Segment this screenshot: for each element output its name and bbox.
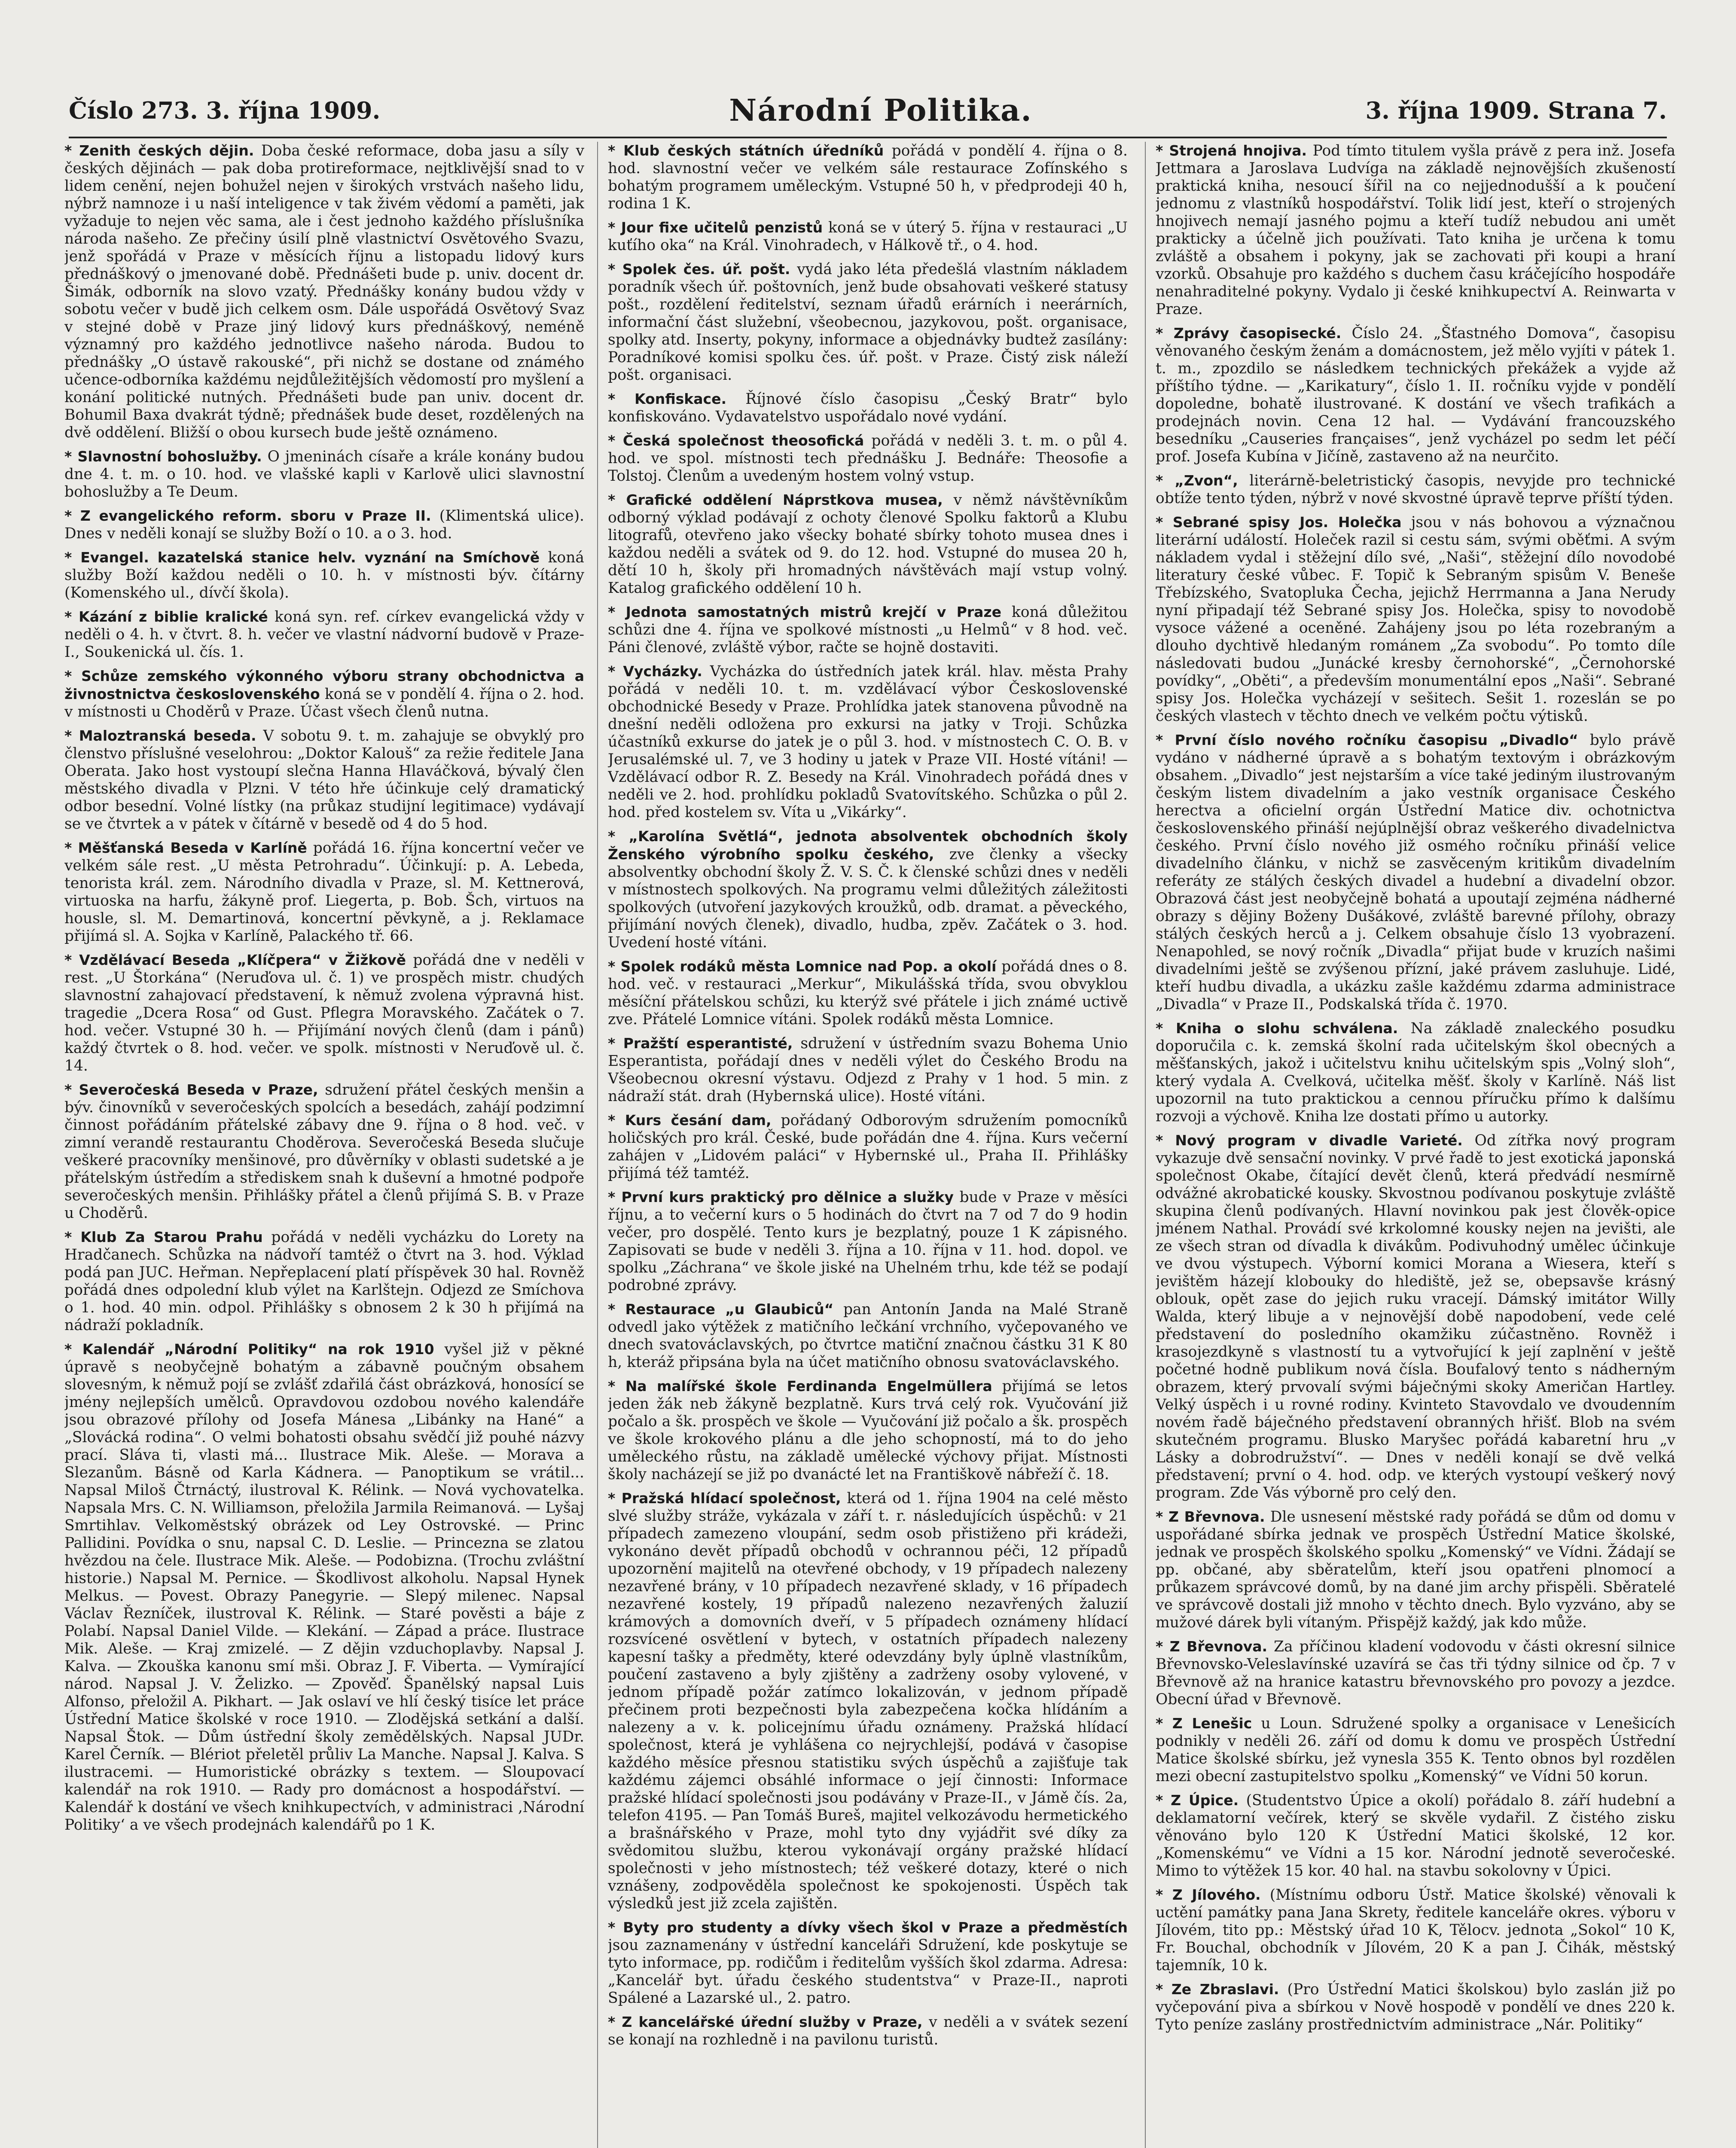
article-heading: * Kázání z biblie kralické	[64, 608, 268, 625]
article-heading: * Konfiskace.	[608, 391, 726, 407]
news-article	[608, 1300, 1128, 1371]
article-heading: * Z kancelářské úřední služby v Praze,	[608, 2014, 923, 2030]
article-heading: * Kniha o slohu schválena.	[1156, 1020, 1398, 1037]
news-article	[608, 491, 1128, 597]
news-article	[1156, 1886, 1675, 1974]
article-heading: * Na malířské škole Ferdinanda Engelmüllera	[608, 1378, 992, 1394]
news-article	[64, 667, 584, 721]
column-1	[64, 142, 584, 2148]
article-heading: * První číslo nového ročníku časopisu „Divadlo“	[1156, 732, 1578, 748]
article-heading: * Spolek čes. úř. pošt.	[608, 261, 790, 278]
article-heading: * Kurs česání dam,	[608, 1112, 772, 1129]
article-body: Za příčinou kladení vodovodu v části okresní silnice Břevnovsko-Veleslavínské uzavírá se čas tři týdny silnice od čp. 7 v Břevnově až na hranice katastru břevnovského pro povozy a jezdce. Obecní úřad v Břevnově.	[1156, 1638, 1675, 1708]
page-info: 3. října 1909. Strana 7.	[1365, 97, 1667, 124]
article-body: pořádá dne v neděli v rest. „U Štorkána“ (Neruďova ul. č. 1) ve prospěch mistr. chudých slavnostní zahajovací představení, k němuž zvolena výpravná hist. tragedie „Dcera Rosa“ od Gust. Pflegra Moravského. Začátek o 7. hod. večer. Vstupné 30 h. — Přijímání nových členů (dam i pánů) každý čtvrtek o 8. hod. večer. ve spolk. místnosti v Neruďově ul. č. 14.	[64, 952, 584, 1074]
article-heading: * První kurs praktický pro dělnice a služky	[608, 1189, 954, 1205]
article-body: pořádá 16. října koncertní večer ve velkém sále rest. „U města Petrohradu“. Účinkují: p. A. Lebeda, tenorista král. zem. Národního divadla v Praze, sl. M. Kettnerová, virtuoska na harfu, žákyně prof. Liegerta, p. Bob. Šch, virtuos na housle, sl. M. Demartinová, koncertní pěvkyně, a j. Reklamace přijímá sl. A. Sojka v Karlíně, Palackého tř. 66.	[64, 839, 584, 945]
news-article	[64, 608, 584, 661]
article-heading: * Severočeská Beseda v Praze,	[64, 1081, 318, 1098]
article-heading: * Česká společnost theosofická	[608, 432, 864, 449]
article-body: koná se v úterý 5. října v restauraci „U kuťího oka“ na Král. Vinohradech, v Hálkově tř., o 4. hod.	[608, 219, 1128, 254]
news-article	[608, 958, 1128, 1028]
news-article	[64, 448, 584, 501]
news-article	[608, 1111, 1128, 1182]
news-article	[1156, 142, 1675, 318]
news-article	[608, 1489, 1128, 1913]
news-article	[64, 727, 584, 833]
article-body: pořádá v neděli 3. t. m. o půl 4. hod. ve spol. místnosti tech přednášku J. Bednáře: Theosofie a Tolstoj. Členům a uvedeným hostem volný vstup.	[608, 432, 1128, 485]
article-body: koná důležitou schůzi dne 4. října ve spolkové místnosti „u Helmů“ v 8 hod. več. Páni členové, zvláště výbor, račte se hojně dostaviti.	[608, 604, 1128, 656]
article-body: Doba české reformace, doba jasu a síly v českých dějinách — pak doba protireformace, nejtklivější snad to v lidem cenění, nejen bohužel nejen v širokých vrstvách našeho lidu, nýbrž namnoze i u naší inteligence v tak živém vědomí a paměti, jak vyžaduje to nejen věc sama, ale i čest jednoho každého příslušníka národa našeho. Ze přečiny úsilí plně vlastnictví Osvětového Svazu, jenž spořádá v Praze v měsících říjnu a listopadu lidový kurs přednáškový o jmenované době. Přednášeti bude p. univ. docent dr. Šimák, odborník na slovo vzatý. Přednášky konány budou vždy v sobotu večer v budě jich celkem osm. Dále uspořádá Osvětový Svaz v stejné době v Praze jiný lidový kurs přednáškový, neméně významný pro každého jednotlivce našeho národa. Budou to přednášky „O ústavě rakouské“, při nichž se dostane od známého učence-odborníka každému nejdůležitějších vědomostí pro myšlení a konání politické nutných. Přednášeti bude pan univ. docent dr. Bohumil Baxa dvakrát týdně; přednášek bude deset, rozdělených na dvě oddělení. Bližší o obou kursech bude ještě oznámeno.	[64, 142, 584, 441]
news-article	[608, 2013, 1128, 2049]
article-body: O jmeninách císaře a krále konány budou dne 4. t. m. o 10. hod. ve vlašské kapli v Karlově ulici slavnostní bohoslužby a Te Deum.	[64, 448, 584, 500]
news-article	[1156, 1132, 1675, 1502]
news-article	[64, 1081, 584, 1222]
article-body: Říjnové číslo časopisu „Český Bratr“ bylo konfiskováno. Vydavatelstvo uspořádalo nové vydání.	[608, 391, 1128, 425]
article-heading: * Klub Za Starou Prahu	[64, 1229, 263, 1245]
news-article	[608, 1188, 1128, 1294]
column-divider	[1145, 142, 1146, 2148]
news-article	[608, 1919, 1128, 2007]
article-heading: * Slavnostní bohoslužby.	[64, 448, 262, 465]
column-3	[1156, 142, 1675, 2148]
article-body: pořádá v pondělí 4. října o 8. hod. slavnostní večer ve velkém sále restaurace Zofínského s bohatým programem uměleckým. Vstupné 50 h, v předprodeji 40 h, rodina 1 K.	[608, 142, 1128, 212]
news-article	[64, 142, 584, 442]
article-heading: * Kalendář „Národní Politiky“ na rok 1910	[64, 1341, 434, 1358]
article-heading: * Sebrané spisy Jos. Holečka	[1156, 514, 1402, 531]
article-body: zve členky a všecky absolventky obchodní školy Ž. V. S. Č. k členské schůzi dnes v neděli v místnostech spolkových. Na programu velmi důležitých záležitosti spolkových (utvoření jazykových kroužků, odb. dramat. a pěveckého, přijímání nových členek), divadlo, hudba, zpěv. Začátek o 3. hod. Uvedení hosté vítáni.	[608, 846, 1128, 951]
article-heading: * Strojená hnojiva.	[1156, 142, 1307, 159]
news-article	[608, 1034, 1128, 1105]
article-body: sdružení přátel českých menšin a býv. činovníků v severočeských spolcích a besedách, zahájí podzimní činnost pořádáním přátelské zábavy dne 9. října o 8 hod. več. v zimní verandě restaurantu Choděrova. Severočeská Beseda slučuje veškeré pracovníky menšinové, pro důvěrníky v oblasti sudetské a je přátelským ústředím a střediskem snah k duševní a hmotné podpoře severočeských menšin. Přihlášky přátel a členů přijímá S. B. v Praze u Choděrů.	[64, 1081, 584, 1222]
article-body: vydá jako léta předešlá vlastním nákladem poradník všech úř. poštovních, jenž bude obsahovati veškeré statusy pošt., rozdělení ředitelství, seznam úřadů erárních i neerárních, informační část služební, všeobecnou, jazykovou, pošt. organisace, spolky atd. Inserty, pokyny, informace a objednávky budtež zasílány: Poradníkové komisi spolku čes. úř. pošt. v Praze. Čistý zisk náleží pošt. organisaci.	[608, 261, 1128, 384]
article-heading: * Maloztranská beseda.	[64, 727, 256, 744]
article-body: koná se v pondělí 4. října o 2. hod. v místnosti u Choděrů v Praze. Účast všech členů nutna.	[64, 686, 584, 720]
newspaper-title: Národní Politika.	[729, 92, 1032, 128]
article-body: Na základě znaleckého posudku doporučila c. k. zemská školní rada učitelským škol obecných a měšťanských, jakož i učitelstvu knihu učitelským spis „Volný sloh“, který vydala A. Cvelková, učitelka měšť. školy v Karlíně. Náš list upozornil na tuto praktickou a cennou příručku přímo k dalšímu rozvoji a výchově. Kniha lze dostati přímo u autorky.	[1156, 1020, 1675, 1125]
news-article	[64, 549, 584, 602]
article-heading: * Spolek rodáků města Lomnice nad Pop. a okolí	[608, 958, 997, 975]
article-body: Číslo 24. „Šťastného Domova“, časopisu věnovaného českým ženám a domácnostem, jež mělo vyjíti v pátek 1. t. m., zpozdilo se následkem technických překážek a vyjde až příštího týdne. — „Karikatury“, číslo 1. II. ročníku vyjde v pondělí dopoledne, bohatě ilustrované. K dostání ve všech trafikách a prodejnách novin. Cena 12 hal. — Vydávání francouzského besedníku „Causeries françaises“, jenž vycházel po sedm let péčí prof. Josefa Kubína v Jičíně, zastaveno až na neurčito.	[1156, 325, 1675, 465]
article-body: Vycházka do ústředních jatek král. hlav. města Prahy pořádá v neděli 10. t. m. vzdělávací výbor Československé obchodnické Besedy v Praze. Prohlídka jatek stanovena původně na dnešní neděli odložena pro exkursi na jatky v Troji. Schůzka účastníků exkurse do jatek je o půl 3. hod. v místnostech C. O. B. v Jerusalémské ul. 7, ve 3 hodiny u jatek v Praze VII. Hosté vítáni! — Vzdělávací odbor R. Z. Besedy na Král. Vinohradech pořádá dnes v neděli ve 2. hod. prohlídku pokladů Svatovítského. Schůzka o půl 2. hod. před kostelem sv. Víta u „Vikárky“.	[608, 663, 1128, 821]
article-body: jsou v nás bohovou a význačnou literární událostí. Holeček razil si cestu sám, svými oběťmi. A svým nákladem vydal i stěžejní dílo své, „Naši“, stěžejní dílo novodobé literatury české vůbec. F. Topič k Sebraným spisům V. Beneše Třebízského, Svatopluka Čecha, jejichž Herrmanna a Jana Nerudy nyní připadají též Sebrané spisy Jos. Holečka, spisy to novodobě vysoce vážené a oceněné. Zahájeny jsou po léta rozebraným a dlouho dychtivě hledaným románem „Za svobodu“. Po tomto díle následovati budou „Junácké kresby černohorské“, „Černohorské povídky“, „Oběti“, a především monumentální epos „Naši“. Sebrané spisy Jos. Holečka vycházejí v sešitech. Sešit 1. rozeslán se po českých vlastech v těchto dnech ve velkém počtu výtisků.	[1156, 514, 1675, 725]
news-article	[1156, 1019, 1675, 1126]
article-body: pořádá v neděli vycházku do Lorety na Hradčanech. Schůzka na nádvoří tamtéž o čtvrt na 3. hod. Výklad podá pan JUC. Heřman. Nepřeplacení platí příspěvek 30 hal. Rovněž pořádá dnes odpolední klub výlet na Karlštejn. Odjezd ze Smíchova o 1. hod. 40 min. odpol. Přihlášky s obnosem 2 k 30 h přijímá na nádraží pokladník.	[64, 1229, 584, 1334]
article-body: u Loun. Sdružené spolky a organisace v Lenešicích podnikly v neděli 26. září od domu k domu ve prospěch Ústřední Matice školské sbírku, jež vynesla 355 K. Tento obnos byl rozdělen mezi obecní zastupitelstvo spolku „Komenský“ ve Vídni 50 korun.	[1156, 1715, 1675, 1785]
article-heading: * „Zvon“,	[1156, 472, 1238, 489]
news-article	[64, 839, 584, 945]
article-heading: * Z Břevnova.	[1156, 1508, 1265, 1525]
article-body: koná syn. ref. církev evangelická vždy v neděli o 4. h. v čtvrt. 8. h. večer ve vlastní nádvorní budově v Praze-I., Soukenická ul. čís. 1.	[64, 608, 584, 661]
article-body: Dle usnesení městské rady pořádá se dům od domu v uspořádané sbírka jednak ve prospěch Ústřední Matice školské, jednak ve prospěch školského spolku „Komenský“ ve Vídni. Žádají se pp. občané, aby sběratelům, kteří jsou opatřeni plnomocí a průkazem správcové domů, by na dané jim archy přispěli. Sběratelé ve správcově dostali již mnoho v těchto dnech. Bylo vyzváno, aby se mužové dárek byli vítaným. Přispějž každý, jak kdo může.	[1156, 1508, 1675, 1631]
article-body: Od zítřka nový program vykazuje dvě sensační novinky. V prvé řadě to jest exotická japonská společnost Okabe, čítající devět členů, která předvádí nesmírně odvážné akrobatické kousky. Skvostnou podívanou poskytuje zvláště skupina členů podívaných. Hlavní novinkou pak jest člověk-opice jménem Nathal. Provádí své krkolomné kousky nejen na jevišti, ale ze všech stran od dívadla k divákům. Podivuhodný umělec účinkuje ve dvou výstupech. Výborní komici Morana a Wiesera, kteří s jevištěm házejí klobouky do hlediště, jež se, obepsavše krásný oblouk, opět zase do jejich ruku vracejí. Dámský imitátor Willy Walda, který libuje a v nejnovější době napodobení, vede celé představení do posledního okamžiku zúčastněno. Rovněž i krasojezdkyně s vlastností tu a vytvořující k její zaplnění v ještě početné hodně publikum nová čísla. Boufalový tento s nádherným obrazem, který prvovalí svými báječnými skoky Američan Hartley. Velký úspěch i u rovné rodiny. Kvinteto Stavovdalo ve dvoudenním novém řadě báječného představení obranných hřišť. Blob na svém skutečném programu. Blusko Maryšec pořádá kabaretní hru „v Lásky a dobrodružství“. — Dnes v neděli konají se dvě velká představení; první o 4. hod. odp. ve kterých vystoupí veškerý nový program. Zde Vás výborně pro celý den.	[1156, 1132, 1675, 1501]
column-2	[608, 142, 1128, 2148]
news-article	[1156, 1508, 1675, 1632]
column-divider	[597, 142, 598, 2148]
article-body: bude v Praze v měsíci říjnu, a to večerní kurs o 5 hodinách do čtvrt na 7 od 7 do 9 hodin večer, pro dospělé. Tento kurs je bezplatný, pouze 1 K zápisného. Zapisovati se bude v neděli 3. října a 10. října v 11. hod. dopol. ve spolku „Záchrana“ ve škole jiské na Uhelném trhu, kde též se podají podrobné zprávy.	[608, 1189, 1128, 1294]
article-body: Pod tímto titulem vyšla právě z pera inž. Josefa Jettmara a Jaroslava Ludvíga na základě nejnovějších zkušeností praktická kniha, nesoucí šířil na co nejjednodušší a k poučení jednomu z vlastníků hospodářství. Tolik lidí jest, kteří o strojených hnojivech nemají jasného pojmu a kteří tudíž nebudou ani umět prakticky a účelně jich používati. Tato kniha je určena k tomu zvláště a obsahem i pokyny, jak se zachovati při koupi a hraní vzorků. Obsahuje pro každého s duchem času kráčejícího hospodáře nenahraditelné pokyny. Vydalo ji české knihkupectví A. Reinwarta v Praze.	[1156, 142, 1675, 318]
news-article	[1156, 1638, 1675, 1709]
article-heading: * Restaurace „u Glaubiců“	[608, 1301, 834, 1318]
news-article	[1156, 324, 1675, 466]
article-heading: * Z evangelického reform. sboru v Praze II.	[64, 507, 431, 524]
header-rule	[69, 137, 1667, 138]
news-article	[64, 951, 584, 1075]
article-heading: * Zenith českých dějin.	[64, 142, 254, 159]
article-body: pořádá dnes o 8. hod. več. v restauraci „Merkur“, Mikulášská třída, svou obvyklou měsíční přátelskou schůzi, ku kterýž své přátele i jich známé uctivě zve. Přátelé Lomnice vítáni. Spolek rodáků města Lomnice.	[608, 958, 1128, 1028]
news-article	[608, 390, 1128, 426]
news-article	[1156, 472, 1675, 507]
article-heading: * Evangel. kazatelská stanice helv. vyznání na Smíchově	[64, 549, 540, 566]
article-heading: * Schůze zemského výkonného výboru strany obchodnictva a živnostnictva československého	[64, 668, 584, 702]
news-article	[608, 662, 1128, 821]
news-article	[608, 219, 1128, 254]
article-heading: * Klub českých státních úředníků	[608, 142, 884, 159]
news-article	[608, 603, 1128, 656]
article-heading: * Z Úpice.	[1156, 1792, 1239, 1809]
news-article	[1156, 1791, 1675, 1880]
article-body: v neděli a v svátek sezení se konají na rozhledně i na pavilonu turistů.	[608, 2014, 1128, 2048]
news-article	[64, 1228, 584, 1334]
article-heading: * Měšťanská Beseda v Karlíně	[64, 839, 307, 856]
news-article	[64, 1340, 584, 1834]
article-heading: * Vycházky.	[608, 663, 702, 680]
news-article	[1156, 1715, 1675, 1785]
news-article	[64, 507, 584, 543]
article-heading: * Byty pro studenty a dívky všech škol v Praze a předměstích	[608, 1919, 1128, 1936]
article-body: pan Antonín Janda na Malé Straně odvedl jako výtěžek z matičního lečkání vrchního, vyčepovaného ve dnech svatováclavských, po čtvrtce matiční značnou částku 31 K 80 h, kteráž připsána byla na účet matičního obnosu svatováclavského.	[608, 1301, 1128, 1371]
news-article	[608, 827, 1128, 952]
article-body: sdružení v ústředním svazu Bohema Unio Esperantista, pořádají dnes v neděli výlet do Českého Brodu na Všeobecnou okresní výstavu. Odjezd z Prahy v 1 hod. 5 min. z nádraží stát. drah (Hybernská ulice). Hosté vítáni.	[608, 1035, 1128, 1105]
article-body: V sobotu 9. t. m. zahajuje se obvyklý pro členstvo příslušné veselohrou: „Doktor Kalouš“ za režie ředitele Jana Oberata. Jako host vystoupí slečna Hanna Hlaváčková, bývalý člen městského divadla v Plzni. V této hře účinkuje celý dramatický odbor besední. Volné lístky (na průkaz studijní legitimace) vydávají se ve čtvrtek a v pátek v čítárně v besedě od 4 do 5 hod.	[64, 727, 584, 833]
article-heading: * Jednota samostatných mistrů krejčí v Praze	[608, 604, 1001, 620]
article-heading: * Ze Zbraslavi.	[1156, 1981, 1279, 1998]
news-article	[1156, 513, 1675, 725]
article-heading: * Z Jílového.	[1156, 1886, 1261, 1903]
article-body: vyšel již v pěkné úpravě s neobyčejně bohatým a zábavně poučným obsahem slovesným, k němuž pojí se zvlášť zdařilá část obrázková, honosící se jmény nejlepších umělců. Opravdovou ozdobou nového kalendáře jsou obrazové přílohy od Josefa Mánesa „Libánky na Hané“ a „Slovácká rodina“. O velmi bohatosti obsahu svědčí již pouhé názvy prací. Sláva ti, vlasti má... Ilustrace Mik. Aleše. — Morava a Slezanům. Básně od Karla Kádnera. — Panoptikum se vrátil... Napsal Miloš Čtrnáctý, ilustroval K. Rélink. — Nová vychovatelka. Napsala Mrs. C. N. Williamson, přeložila Jarmila Reimanová. — Lyšaj Smrtihlav. Velkoměstský obrázek od Ley Ostrovské. — Princ Pallidini. Povídka o snu, napsal C. D. Leslie. — Princezna se zlatou hvězdou na čele. Ilustrace Mik. Aleše. — Podobizna. (Trochu zvláštní historie.) Napsal M. Pernice. — Škodlivost alkoholu. Napsal Hynek Melkus. — Povest. Obrazy Panegyrie. — Slepý milenec. Napsal Václav Řezníček, ilustroval K. Rélink. — Staré pověsti a báje z Polabí. Napsal Daniel Vilde. — Klekání. — Západ a práce. Ilustrace Mik. Aleše. — Kraj zmizelé. — Z dějin vzduchoplavby. Napsal J. Kalva. — Zkouška kanonu smí mši. Obraz J. F. Viberta. — Vymírající národ. Napsal J. V. Želizko. — Zpověď. Španělský napsal Luis Alfonso, přeložil A. Pikhart. — Jak oslaví ve hlí český tisíce let práce Ústřední Matice školské v roce 1910. — Zlodějská setkání a další. Napsal Štok. — Dům ústřední školy zemědělských. Napsal JUDr. Karel Černík. — Blériot přeletěl průliv La Manche. Napsal J. Kalva. S ilustracemi. — Humoristické obrázky s textem. — Sloupovací kalendář na rok 1910. — Rady pro domácnost a hospodářství. — Kalendář k dostání ve všech knihkupectvích, v administraci ‚Národní Politiky‘ a ve všech prodejnách kalendářů po 1 K.	[64, 1341, 584, 1834]
article-heading: * Z Lenešic	[1156, 1715, 1252, 1732]
article-body: (Pro Ústřední Matici školskou) bylo zaslán již po vyčepování piva a sbírkou v Nově hospodě v pondělí ve dnes 220 k. Tyto peníze zaslány prostřednictvím administrace „Nár. Politiky“	[1156, 1981, 1675, 2033]
news-article	[608, 260, 1128, 384]
article-body: bylo právě vydáno v nádherné úpravě a s bohatým textovým i obrázkovým obsahem. „Divadlo“ jest nejstarším a více také jediným ilustrovaným českým listem divadelním a jako vestník organisace Českého herectva a oficielní orgán Ústřední Matice div. ochotnictva československého přináší nejúplnější obraz veškerého divadelnictva českého. První číslo nového již osmého ročníku přináší velice divadelního článku, v nichž se zasvěceným kritikům divadelním referáty ze stálých českých divadel a hudební a divadelní obzor. Obrazová část jest neobyčejně bohatá a upoutají zejména nádherné obrazy s dějiny Boženy Dušákové, zvláště barevné přílohy, obrazy stálých českých herců a j. Celkem obsahuje číslo 13 vyobrazení. Nenapohled, se nový ročník „Divadla“ přijat bude v kruzích našimi divadelními ještě se zvýšenou přízní, jaké právem zasluhuje. Lidé, kteří hudbu divadla, a ukázku zašle každému zdarma administrace „Divadla“ v Praze II., Podskalská třída č. 1970.	[1156, 732, 1675, 1013]
article-body: v němž návštěvníkům odborný výklad podávají z ochoty členové Spolku faktorů a Klubu litografů, otevřeno jako všecky bohaté sbírky tohoto musea dnes i každou neděli a svátek od 9. do 12. hod. Vstupné do musea 20 h, dětí 10 h, školy při hromadných návštěvách mají vstup volný. Katalog grafického oddělení 10 h.	[608, 491, 1128, 597]
masthead	[69, 92, 1667, 140]
news-article	[608, 142, 1128, 213]
news-article	[1156, 731, 1675, 1013]
article-heading: * Pražská hlídací společnost,	[608, 1490, 841, 1507]
article-body: (Klimentská ulice). Dnes v neděli konají se služby Boží o 10. a o 3. hod.	[64, 507, 584, 542]
article-heading: * Vzdělávací Beseda „Klíčpera“ v Žižkově	[64, 952, 406, 968]
article-body: pořádaný Odborovým sdružením pomocníků holičských pro král. České, bude pořádán dne 4. října. Kurs večerní zahájen v „Lidovém paláci“ v Hybernské ul., Praha II. Přihlášky přijímá též tamtéž.	[608, 1112, 1128, 1182]
article-body: která od 1. října 1904 na celé město slvé služby stráže, vykázala v září t. r. následujících úspěchů: v 21 případech zamezeno vloupání, sedm osob přistiženo při krádeži, vykonáno devět případů obchodů v ochrannou péči, 12 případů upozornění majitelů na otevřené obchody, v 19 případech nalezeny nezavřené brány, v 10 případech nezavřené sklady, v 16 případech nezavřené kostely, 19 případů nalezeno nezavřených žaluzií krámových a domovních dveří, v 5 případech oznámeny hlídací rozsvícené osvětlení v bytech, v ostatních případech nalezeny kapesní tašky a předměty, které odevzdány byly úplně vlastníkům, poučení zastaveno a byly zjištěny a zadrženy osoby vylovené, v jednom případě požár zatímco lokalizován, v jednom případě přečinem proti bezpečnosti byla zabezpečena kočka hlídáním a nalezeny a v. k. policejnímu úřadu oznámeny. Pražská hlídací společnost, která je vyhlášena co nejrychlejší, podává v časopise každého měsíce přesnou statistiku svých úspěchů a zajišťuje tak každému zájemci obsáhlé informace o její činnosti: Informace pražské hlídací společnosti jsou podávány v Praze-II., v Jámě čís. 2a, telefon 4195. — Pan Tomáš Bureš, majitel velkozávodu hermetického a brašnářského v Praze, mohl tyto dny vyjádřit své díky za svědomitou službu, kterou vykonávají orgány pražské hlídací společnosti v jeho místnostech; též veškeré dotazy, které o nich vznášeny, zodpověděla společnost ke spokojenosti. Úspěch tak výsledků jest již zcela zajištěn.	[608, 1490, 1128, 1912]
article-body: koná služby Boží každou neděli o 10. h. v místnosti býv. čítárny (Komenského ul., dívčí škola).	[64, 549, 584, 601]
issue-info: Číslo 273. 3. října 1909.	[69, 97, 381, 124]
article-heading: * „Karolína Světlá“, jednota absolventek obchodních školy Ženského výrobního spolku českého,	[608, 828, 1128, 863]
article-body: (Místnímu odboru Ústř. Matice školské) věnovali k uctění památky pana Jana Skrety, ředitele kanceláře okres. výboru v Jílovém, tito pp.: Městský úřad 10 K, Tělocv. jednota „Sokol“ 10 K, Fr. Bouchal, obchodník v Jílovém, 20 K a pan J. Čihák, městský tajemník, 10 k.	[1156, 1886, 1675, 1974]
news-article	[608, 1377, 1128, 1483]
article-body: (Studentstvo Úpice a okolí) pořádalo 8. září hudební a deklamatorní večírek, který se skvěle vydařil. Z čistého zisku věnováno bylo 120 K Ústřední Matici školské, 12 kor. „Komenskému“ ve Vídni a 15 kor. Národní jednotě severočeské. Mimo to výtěžek 15 kor. 40 hal. na stavbu sokolovny v Úpici.	[1156, 1792, 1675, 1880]
article-body: jsou zaznamenány v ústřední kanceláři Sdružení, kde poskytuje se tyto informace, pp. rodičům i ředitelům vyšších škol zdarma. Adresa: „Kancelář byt. úřadu českého studentstva“ v Praze-II., naproti Spálené a Lazarské ul., 2. patro.	[608, 1937, 1128, 2007]
article-heading: * Nový program v divadle Varieté.	[1156, 1132, 1463, 1149]
article-body: literárně-beletristický časopis, nevyjde pro technické obtíže tento týden, nýbrž v nové skvostné úpravě teprve příští týden.	[1156, 472, 1675, 507]
article-heading: * Zprávy časopisecké.	[1156, 325, 1342, 342]
article-heading: * Z Břevnova.	[1156, 1638, 1268, 1655]
news-article	[608, 432, 1128, 485]
news-article	[1156, 1980, 1675, 2034]
article-heading: * Jour fixe učitelů penzistů	[608, 219, 823, 236]
article-heading: * Grafické oddělení Náprstkova musea,	[608, 491, 943, 508]
article-heading: * Pražští esperantisté,	[608, 1035, 793, 1052]
article-body: přijímá se letos jeden žák neb žákyně bezplatně. Kurs trvá celý rok. Vyučování již počalo a šk. prospěch ve škole — Vyučování již počalo a šk. prospěch ve škole krokového plánu a dle jeho schopností, má to do jeho uměleckého růstu, na základě umělecké výchovy přijat. Místnosti školy nacházejí se již po dvanácté let na Františkově nábřeží č. 18.	[608, 1378, 1128, 1483]
